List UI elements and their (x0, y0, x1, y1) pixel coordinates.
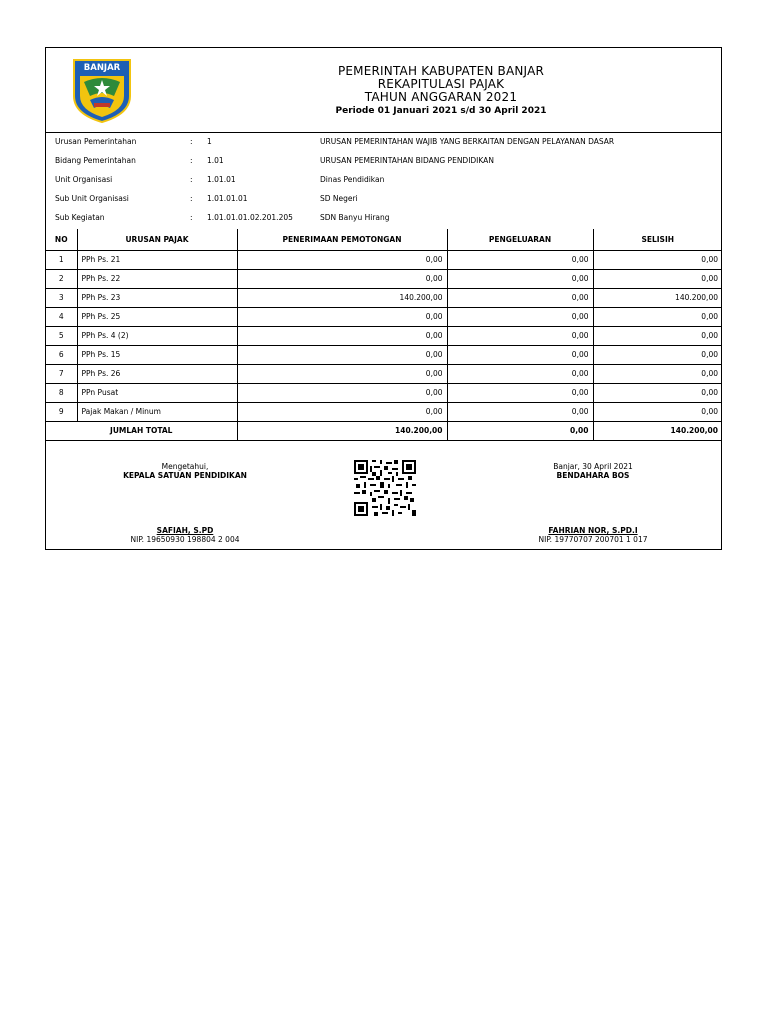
info-row-bidang (46, 151, 721, 170)
table-total-row (46, 421, 722, 440)
col-header-difference: SELISIH (593, 229, 722, 250)
table-row (46, 250, 722, 269)
signature-left-name-block (90, 526, 280, 544)
cell-difference: 0,00 (593, 250, 722, 269)
signature-left-preamble: Mengetahui, (161, 462, 209, 471)
cell-total-receipts: 140.200,00 (237, 421, 447, 440)
cell-receipts: 0,00 (237, 345, 447, 364)
info-code: 1.01 (207, 156, 224, 165)
qr-code-icon (354, 460, 416, 516)
cell-no: 3 (46, 288, 77, 307)
cell-tax-type: PPh Ps. 15 (77, 345, 237, 364)
signature-left-title: KEPALA SATUAN PENDIDIKAN (123, 471, 247, 480)
title-fiscal-year: TAHUN ANGGARAN 2021 (364, 90, 518, 104)
info-colon: : (190, 175, 193, 184)
info-code: 1 (207, 137, 212, 146)
cell-receipts: 0,00 (237, 326, 447, 345)
header-titles (261, 65, 621, 117)
table-row (46, 364, 722, 383)
cell-difference: 0,00 (593, 307, 722, 326)
info-label: Urusan Pemerintahan (55, 137, 137, 146)
cell-expenditure: 0,00 (447, 307, 593, 326)
info-code: 1.01.01.01 (207, 194, 248, 203)
info-colon: : (190, 156, 193, 165)
info-colon: : (190, 194, 193, 203)
signature-right-title: BENDAHARA BOS (556, 471, 630, 480)
cell-difference: 0,00 (593, 364, 722, 383)
cell-tax-type: PPh Ps. 26 (77, 364, 237, 383)
info-row-sub-unit (46, 189, 721, 208)
cell-expenditure: 0,00 (447, 250, 593, 269)
info-description: URUSAN PEMERINTAHAN BIDANG PENDIDIKAN (320, 156, 494, 165)
col-header-no: NO (46, 229, 77, 250)
cell-total-label: JUMLAH TOTAL (46, 421, 237, 440)
cell-receipts: 0,00 (237, 307, 447, 326)
cell-difference: 0,00 (593, 383, 722, 402)
cell-no: 6 (46, 345, 77, 364)
document-header (46, 48, 721, 133)
cell-tax-type: PPn Pusat (77, 383, 237, 402)
table-row (46, 269, 722, 288)
cell-tax-type: PPh Ps. 22 (77, 269, 237, 288)
cell-tax-type: PPh Ps. 23 (77, 288, 237, 307)
cell-expenditure: 0,00 (447, 402, 593, 421)
info-label: Sub Kegiatan (55, 213, 105, 222)
cell-difference: 0,00 (593, 269, 722, 288)
cell-expenditure: 0,00 (447, 269, 593, 288)
cell-no: 1 (46, 250, 77, 269)
col-header-tax-type: URUSAN PAJAK (77, 229, 237, 250)
cell-total-expenditure: 0,00 (447, 421, 593, 440)
info-row-urusan (46, 132, 721, 151)
cell-no: 8 (46, 383, 77, 402)
cell-no: 9 (46, 402, 77, 421)
cell-receipts: 0,00 (237, 269, 447, 288)
cell-receipts: 0,00 (237, 402, 447, 421)
tax-recap-document (45, 47, 722, 550)
cell-difference: 0,00 (593, 402, 722, 421)
logo-text: BANJAR (83, 63, 121, 73)
signature-right-nip: NIP. 19770707 200701 1 017 (538, 535, 648, 544)
cell-difference: 0,00 (593, 326, 722, 345)
signature-right-name-block (498, 526, 688, 544)
info-colon: : (190, 137, 193, 146)
cell-no: 4 (46, 307, 77, 326)
info-description: SDN Banyu Hirang (320, 213, 390, 222)
banjar-regency-emblem-icon (70, 56, 134, 124)
table-row (46, 402, 722, 421)
cell-difference: 0,00 (593, 345, 722, 364)
cell-receipts: 0,00 (237, 364, 447, 383)
info-code: 1.01.01.01.02.201.205 (207, 213, 293, 222)
table-row (46, 326, 722, 345)
cell-total-difference: 140.200,00 (593, 421, 722, 440)
table-header-row (46, 229, 722, 250)
table-row (46, 383, 722, 402)
signature-right (498, 462, 688, 480)
info-row-sub-kegiatan (46, 208, 721, 227)
col-header-receipts: PENERIMAAN PEMOTONGAN (237, 229, 447, 250)
cell-receipts: 140.200,00 (237, 288, 447, 307)
cell-no: 2 (46, 269, 77, 288)
cell-tax-type: PPh Ps. 21 (77, 250, 237, 269)
info-label: Sub Unit Organisasi (55, 194, 129, 203)
cell-tax-type: Pajak Makan / Minum (77, 402, 237, 421)
cell-receipts: 0,00 (237, 250, 447, 269)
signature-left (90, 462, 280, 480)
info-label: Unit Organisasi (55, 175, 113, 184)
signature-right-preamble: Banjar, 30 April 2021 (553, 462, 633, 471)
cell-no: 7 (46, 364, 77, 383)
info-code: 1.01.01 (207, 175, 236, 184)
cell-tax-type: PPh Ps. 25 (77, 307, 237, 326)
signature-left-nip: NIP. 19650930 198804 2 004 (130, 535, 240, 544)
signature-left-name: SAFIAH, S.PD (156, 526, 214, 535)
table-row (46, 288, 722, 307)
cell-expenditure: 0,00 (447, 383, 593, 402)
cell-no: 5 (46, 326, 77, 345)
cell-expenditure: 0,00 (447, 364, 593, 383)
info-colon: : (190, 213, 193, 222)
table-row (46, 307, 722, 326)
col-header-expenditure: PENGELUARAN (447, 229, 593, 250)
tax-table (46, 229, 722, 441)
cell-expenditure: 0,00 (447, 326, 593, 345)
cell-receipts: 0,00 (237, 383, 447, 402)
info-description: SD Negeri (320, 194, 358, 203)
info-label: Bidang Pemerintahan (55, 156, 136, 165)
cell-expenditure: 0,00 (447, 345, 593, 364)
cell-expenditure: 0,00 (447, 288, 593, 307)
cell-tax-type: PPh Ps. 4 (2) (77, 326, 237, 345)
info-row-unit-organisasi (46, 170, 721, 189)
info-description: Dinas Pendidikan (320, 175, 385, 184)
organization-info (46, 132, 721, 228)
title-period: Periode 01 Januari 2021 s/d 30 April 2021 (335, 106, 547, 116)
title-report: REKAPITULASI PAJAK (377, 77, 505, 91)
info-description: URUSAN PEMERINTAHAN WAJIB YANG BERKAITAN DENGAN PELAYANAN DASAR (320, 137, 615, 146)
title-government: PEMERINTAH KABUPATEN BANJAR (337, 64, 545, 78)
table-row (46, 345, 722, 364)
signature-right-name: FAHRIAN NOR, S.PD.I (548, 526, 638, 535)
cell-difference: 140.200,00 (593, 288, 722, 307)
